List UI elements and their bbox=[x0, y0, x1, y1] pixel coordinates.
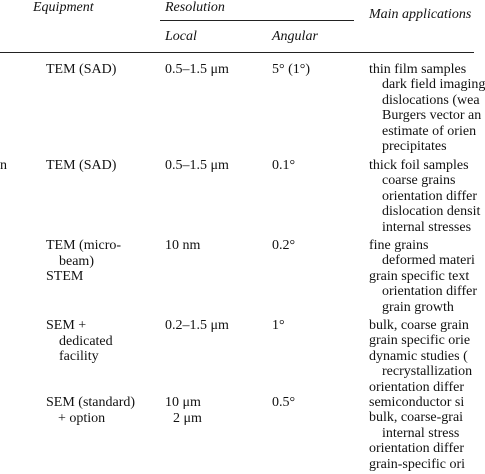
row-5-local-line: 10 μm bbox=[165, 395, 201, 410]
row-5-application: semiconductor si bbox=[369, 395, 465, 410]
row-3-equipment-line: TEM (micro- bbox=[46, 238, 122, 253]
row-3-application: fine grains bbox=[369, 238, 429, 253]
header-resolution: Resolution bbox=[165, 0, 225, 15]
row-2-angular-resolution: 0.1° bbox=[272, 158, 296, 173]
row-2-equipment-line: TEM (SAD) bbox=[46, 158, 117, 173]
row-2-application: thick foil samples bbox=[369, 158, 469, 173]
row-4-equipment-line: facility bbox=[59, 349, 99, 364]
row-1-local-line: 0.5–1.5 μm bbox=[165, 62, 229, 77]
row-3-equipment-line: STEM bbox=[46, 269, 84, 284]
row-1-application: dark field imaging bbox=[382, 77, 485, 93]
row-2-applications bbox=[369, 158, 480, 235]
row-5-application: bulk, coarse-grai bbox=[369, 410, 464, 426]
row-4-local-resolution bbox=[165, 318, 229, 334]
row-4-angular-resolution: 1° bbox=[272, 318, 285, 333]
row-3-equipment bbox=[46, 238, 121, 285]
row-5-application: grain-specific ori bbox=[369, 456, 466, 472]
row-1-equipment bbox=[46, 62, 116, 78]
row-3-application: grain growth bbox=[382, 299, 454, 315]
row-4-application: grain specific orie bbox=[369, 333, 471, 349]
row-2-application: coarse grains bbox=[382, 173, 456, 189]
row-5-equipment bbox=[46, 395, 135, 426]
row-4-application: bulk, coarse grain bbox=[369, 318, 469, 333]
row-3-angular-resolution: 0.2° bbox=[272, 238, 296, 253]
row-1-angular-resolution: 5° (1°) bbox=[272, 62, 311, 77]
row-4-equipment-line: SEM + bbox=[46, 318, 87, 333]
row-4-equipment-line: dedicated bbox=[59, 333, 113, 349]
row-5-equipment-line: SEM (standard) bbox=[46, 395, 136, 410]
row-1-local-resolution bbox=[165, 62, 229, 78]
row-2-application: orientation differ bbox=[382, 188, 477, 204]
row-1-application: dislocations (wea bbox=[382, 92, 480, 108]
row-2-application: internal stresses bbox=[382, 219, 472, 235]
row-4-application: recrystallization bbox=[382, 364, 473, 380]
row-1-application: precipitates bbox=[382, 139, 447, 155]
header-bottom-rule bbox=[0, 52, 474, 53]
row-4-applications bbox=[369, 318, 472, 395]
row-1-equipment-line: TEM (SAD) bbox=[46, 62, 117, 77]
row-4-local-line: 0.2–1.5 μm bbox=[165, 318, 229, 333]
row-1-applications bbox=[369, 62, 485, 154]
resolution-header-rule bbox=[160, 20, 354, 21]
row-5-applications bbox=[369, 395, 465, 472]
row-3-equipment-line: beam) bbox=[59, 253, 94, 269]
row-2-application: dislocation densit bbox=[382, 204, 481, 220]
row-3-application: grain specific text bbox=[369, 268, 470, 284]
row-2-local-line: 0.5–1.5 μm bbox=[165, 158, 229, 173]
header-equipment: Equipment bbox=[33, 0, 94, 15]
row-3-applications bbox=[369, 238, 477, 315]
row-5-application: internal stress bbox=[382, 425, 460, 441]
row-1-application: Burgers vector an bbox=[382, 108, 482, 124]
row-2-equipment bbox=[46, 158, 116, 174]
row-5-application: orientation differ bbox=[369, 441, 464, 457]
row-4-equipment bbox=[46, 318, 113, 365]
row-1-application: thin film samples bbox=[369, 62, 467, 77]
row-5-equipment-line: + option bbox=[58, 410, 106, 426]
row-5-local-line: 2 μm bbox=[173, 410, 202, 426]
row-5-angular-resolution: 0.5° bbox=[272, 395, 296, 410]
row-1-application: estimate of orien bbox=[382, 123, 477, 139]
row-3-local-line: 10 nm bbox=[165, 238, 201, 253]
row-2-local-resolution bbox=[165, 158, 229, 174]
row-3-application: orientation differ bbox=[382, 284, 477, 300]
row-2-method-fragment: n bbox=[0, 158, 7, 173]
header-angular: Angular bbox=[272, 29, 318, 44]
row-3-local-resolution bbox=[165, 238, 200, 254]
row-4-application: orientation differ bbox=[369, 379, 464, 395]
row-4-application: dynamic studies ( bbox=[369, 348, 468, 364]
row-5-local-resolution bbox=[165, 395, 202, 426]
header-local: Local bbox=[165, 29, 197, 44]
row-3-application: deformed materi bbox=[382, 253, 475, 269]
header-main-applications: Main applications bbox=[369, 7, 472, 22]
